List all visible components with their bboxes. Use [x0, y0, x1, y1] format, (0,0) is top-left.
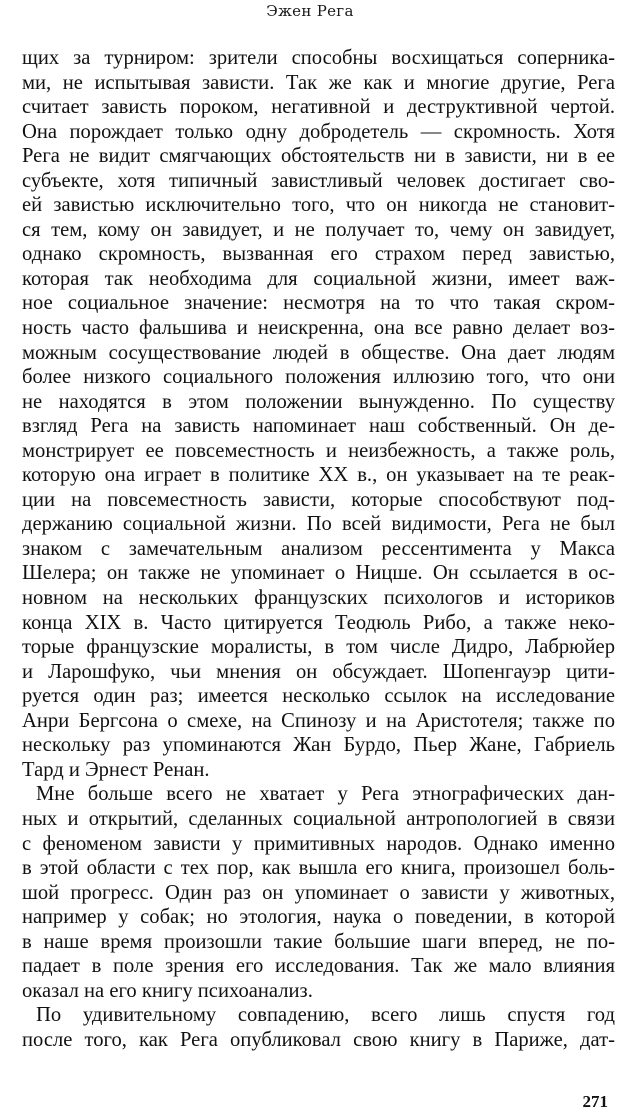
text-line: держанию социальной жизни. По всей видимости, Рега не был	[22, 513, 615, 536]
text-line: в этой области с тех пор, как вышла его книга, произошел боль-	[22, 857, 615, 880]
text-line: не находятся в этом положении вынужденно. По существу	[22, 390, 615, 413]
text-line: после того, как Рега опубликовал свою книгу в Париже, дат-	[22, 1028, 615, 1051]
text-line: конца XIX в. Часто цитируется Теодюль Рибо, а также неко-	[22, 611, 615, 634]
text-line: По удивительному совпадению, всего лишь спустя год	[36, 1004, 615, 1027]
text-line: знаком с замечательным анализом рессентимента у Макса	[22, 537, 615, 560]
text-line: субъекте, хотя типичный завистливый человек достигает сво-	[22, 169, 615, 192]
text-line: Анри Бергсона о смехе, на Спинозу и на Аристотеля; также по	[22, 709, 615, 732]
text-line: ность часто фальшива и неискренна, она все равно делает воз-	[22, 317, 615, 340]
text-line: Шелера; он также не упоминает о Ницше. Он ссылается в ос-	[22, 562, 615, 585]
text-line: ции на повсеместность зависти, которые способствуют под-	[22, 488, 615, 511]
text-line: которая так необходима для социальной жизни, имеет важ-	[22, 267, 615, 290]
text-line: падает в поле зрения его исследования. Так же мало влияния	[22, 955, 615, 978]
text-line: ное социальное значение: несмотря на то что такая скром-	[22, 292, 615, 315]
text-line: Рега не видит смягчающих обстоятельств ни в зависти, ни в ее	[22, 145, 615, 168]
text-line: шой прогресс. Один раз он упоминает о зависти у животных,	[22, 881, 615, 904]
text-line: в наше время произошли такие большие шаги вперед, не по-	[22, 930, 615, 953]
text-line: нескольку раз упоминаются Жан Бурдо, Пьер Жане, Габриель	[22, 734, 615, 757]
page-number: 271	[582, 1092, 608, 1111]
text-line: ся тем, кому он завидует, и не получает то, чему он завидует,	[22, 218, 615, 241]
text-line: Тард и Эрнест Ренан.	[22, 758, 210, 781]
text-line: торые французские моралисты, в том числе Дидро, Лабрюйер	[22, 636, 615, 659]
text-line: однако скромность, вызванная его страхом перед завистью,	[22, 243, 615, 266]
text-line: ми, не испытывая зависти. Так же как и многие другие, Рега	[22, 71, 615, 94]
text-line: можным сосуществование людей в обществе. Она дает людям	[22, 341, 615, 364]
text-line: новном на нескольких французских психологов и историков	[22, 587, 615, 610]
body-text	[22, 46, 615, 1052]
text-line: монстрирует ее повсеместность и неизбежность, а также роль,	[22, 439, 615, 462]
text-line: и Ларошфуко, чьи мнения он обсуждает. Шопенгауэр цити-	[22, 660, 615, 683]
text-line: ных и открытий, сделанных социальной антропологией в связи	[22, 807, 615, 830]
text-line: считает зависть пороком, негативной и деструктивной чертой.	[22, 96, 615, 119]
text-line: щих за турниром: зрители способны восхищаться соперника-	[22, 47, 615, 69]
text-line: например у собак; но этология, наука о поведении, в которой	[22, 906, 615, 929]
text-line: более низкого социального положения иллюзию того, что они	[22, 366, 615, 389]
text-line: ей завистью исключительно того, что он никогда не становит-	[22, 194, 615, 217]
text-line: взгляд Рега на зависть напоминает наш собственный. Он де-	[22, 415, 615, 438]
text-line: которую она играет в политике XX в., он указывает на те реак-	[22, 464, 615, 487]
text-line: Мне больше всего не хватает у Рега этнографических дан-	[36, 783, 615, 806]
text-line: с феноменом зависти у примитивных народов. Однако именно	[22, 832, 615, 855]
text-line: руется один раз; имеется несколько ссылок на исследование	[22, 685, 615, 708]
running-head: Эжен Рега	[266, 2, 354, 20]
text-line: оказал на его книгу психоанализ.	[22, 979, 313, 1002]
text-line: Она порождает только одну добродетель — скромность. Хотя	[22, 120, 615, 143]
